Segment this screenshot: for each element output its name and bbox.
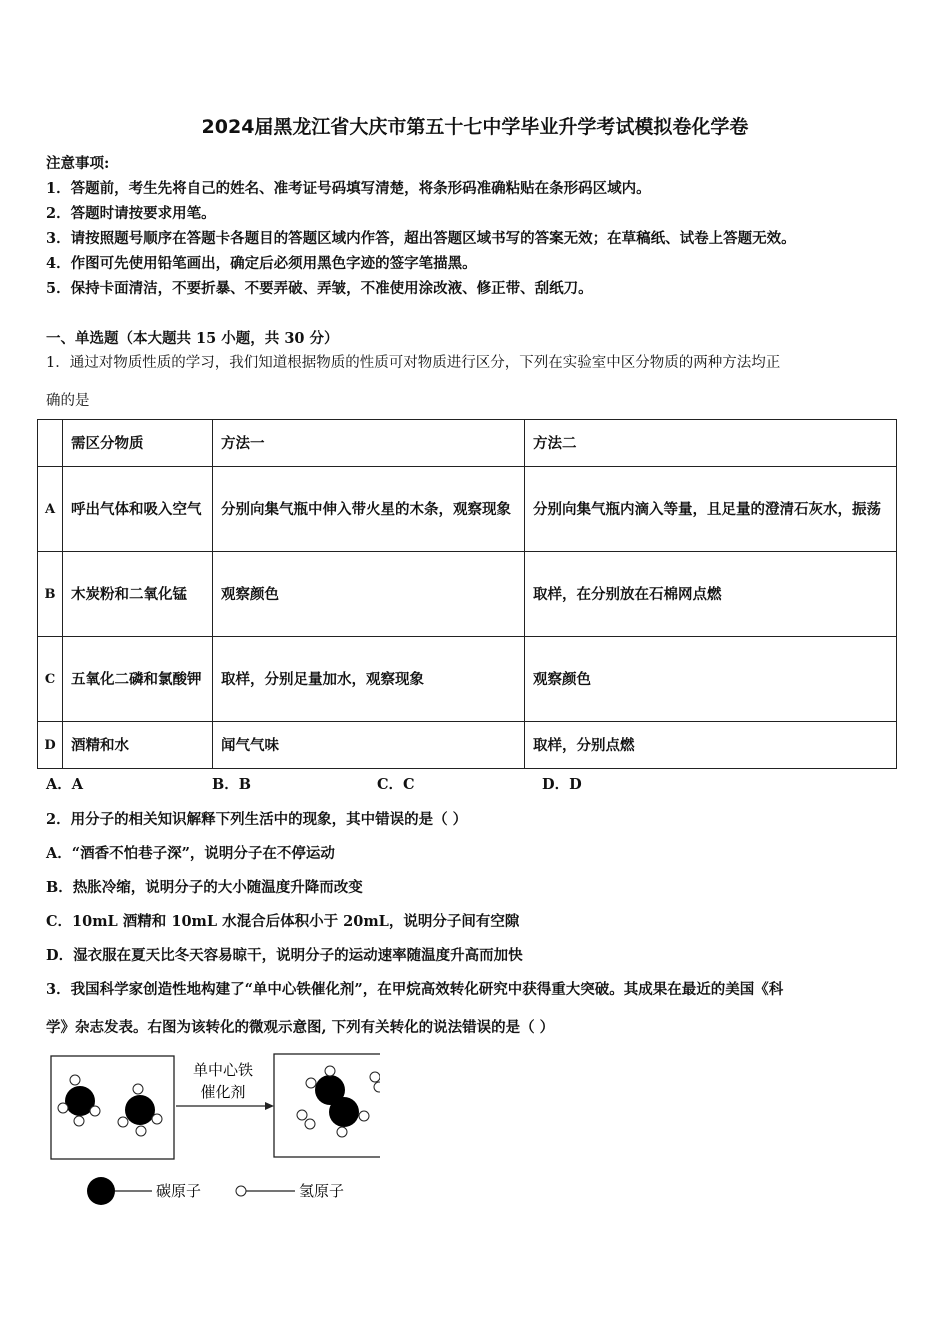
page-title: 2024届黑龙江省大庆市第五十七中学毕业升学考试模拟卷化学卷 <box>201 116 749 138</box>
table-cell: 分别向集气瓶内滴入等量，且足量的澄清石灰水，振荡 <box>525 467 897 552</box>
notice-item: 4．作图可先使用铅笔画出，确定后必须用黑色字迹的签字笔描黑。 <box>46 255 477 272</box>
hydrogen-atom-icon <box>70 1075 80 1085</box>
hydrogen-atom-icon <box>90 1106 100 1116</box>
legend-hydrogen-icon <box>236 1186 246 1196</box>
table-cell: 呼出气体和吸入空气 <box>63 467 213 552</box>
q1-option-a[interactable]: A．A <box>46 776 84 793</box>
q2-option-c[interactable]: C．10mL 酒精和 10mL 水混合后体积小于 20mL，说明分子间有空隙 <box>46 913 520 930</box>
table-header-cell: 需区分物质 <box>63 420 213 467</box>
table-cell: 分别向集气瓶中伸入带火星的木条，观察现象 <box>213 467 525 552</box>
arrow-head-icon <box>265 1102 274 1110</box>
notice-heading: 注意事项: <box>46 155 110 172</box>
q3-stem-line2: 学》杂志发表。右图为该转化的微观示意图, 下列有关转化的说法错误的是（ ） <box>46 1019 555 1036</box>
table-cell: 木炭粉和二氧化锰 <box>63 552 213 637</box>
hydrogen-atom-icon <box>136 1126 146 1136</box>
notice-item: 1．答题前，考生先将自己的姓名、准考证号码填写清楚，将条形码准确粘贴在条形码区域内。 <box>46 180 651 197</box>
table-row <box>38 467 897 552</box>
hydrogen-atom-icon <box>325 1066 335 1076</box>
section-heading: 一、单选题（本大题共 15 小题，共 30 分） <box>46 330 339 347</box>
q2-option-b[interactable]: B．热胀冷缩，说明分子的大小随温度升降而改变 <box>46 879 363 896</box>
table-cell: 取样，分别足量加水，观察现象 <box>213 637 525 722</box>
row-label: A <box>38 467 63 552</box>
q1-option-b[interactable]: B．B <box>212 776 252 793</box>
hydrogen-atom-icon <box>118 1117 128 1127</box>
hydrogen-atom-icon <box>337 1127 347 1137</box>
table-row <box>38 722 897 769</box>
carbon-atom-icon <box>329 1097 359 1127</box>
q3-stem-line1: 3．我国科学家创造性地构建了“单中心铁催化剂”，在甲烷高效转化研究中获得重大突破。其成果在最近的美国《科 <box>46 981 784 998</box>
row-label: C <box>38 637 63 722</box>
table-header-row <box>38 420 897 467</box>
hydrogen-atom-icon <box>74 1116 84 1126</box>
notice-item: 2．答题时请按要求用笔。 <box>46 205 216 222</box>
table-cell: 闻气气味 <box>213 722 525 769</box>
hydrogen-atom-icon <box>306 1078 316 1088</box>
legend-carbon-label: 碳原子 <box>156 1182 202 1200</box>
notice-item: 3．请按照题号顺序在答题卡各题目的答题区域内作答，超出答题区域书写的答案无效；在草稿纸、试卷上答题无效。 <box>46 230 796 247</box>
q2-option-a[interactable]: A．“酒香不怕巷子深”，说明分子在不停运动 <box>46 845 335 862</box>
carbon-atom-icon <box>125 1095 155 1125</box>
hydrogen-atom-icon <box>374 1082 380 1092</box>
table-cell: 观察颜色 <box>525 637 897 722</box>
legend-carbon-icon <box>87 1177 115 1205</box>
q1-table <box>37 419 897 769</box>
hydrogen-atom-icon <box>58 1103 68 1113</box>
q1-stem-line2: 确的是 <box>46 393 90 409</box>
q1-stem-line1: 1．通过对物质性质的学习，我们知道根据物质的性质可对物质进行区分，下列在实验室中区分物质的两种方法均正 <box>46 355 781 371</box>
hydrogen-atom-icon <box>370 1072 380 1082</box>
row-label: B <box>38 552 63 637</box>
table-cell: 取样，分别点燃 <box>525 722 897 769</box>
hydrogen-atom-icon <box>133 1084 143 1094</box>
table-cell: 观察颜色 <box>213 552 525 637</box>
table-cell: 取样，在分别放在石棉网点燃 <box>525 552 897 637</box>
table-header-cell: 方法二 <box>525 420 897 467</box>
table-row <box>38 552 897 637</box>
q1-option-d[interactable]: D．D <box>542 776 582 793</box>
table-cell: 五氧化二磷和氯酸钾 <box>63 637 213 722</box>
q2-option-d[interactable]: D．湿衣服在夏天比冬天容易晾干，说明分子的运动速率随温度升高而加快 <box>46 947 523 964</box>
hydrogen-atom-icon <box>359 1111 369 1121</box>
row-label: D <box>38 722 63 769</box>
hydrogen-atom-icon <box>297 1110 307 1120</box>
table-header-cell: 方法一 <box>213 420 525 467</box>
table-cell: 酒精和水 <box>63 722 213 769</box>
q2-stem: 2．用分子的相关知识解释下列生活中的现象，其中错误的是（ ） <box>46 811 468 828</box>
hydrogen-atom-icon <box>152 1114 162 1124</box>
q1-option-c[interactable]: C．C <box>377 776 415 793</box>
catalyst-label-line1: 单中心铁 <box>192 1061 254 1079</box>
legend-hydrogen-label: 氢原子 <box>299 1182 345 1200</box>
notice-item: 5．保持卡面清洁，不要折暴、不要弄破、弄皱，不准使用涂改液、修正带、刮纸刀。 <box>46 280 593 297</box>
q3-diagram <box>40 1045 380 1215</box>
table-row <box>38 637 897 722</box>
table-header-cell <box>38 420 63 467</box>
catalyst-label-line2: 催化剂 <box>200 1083 246 1101</box>
hydrogen-atom-icon <box>305 1119 315 1129</box>
